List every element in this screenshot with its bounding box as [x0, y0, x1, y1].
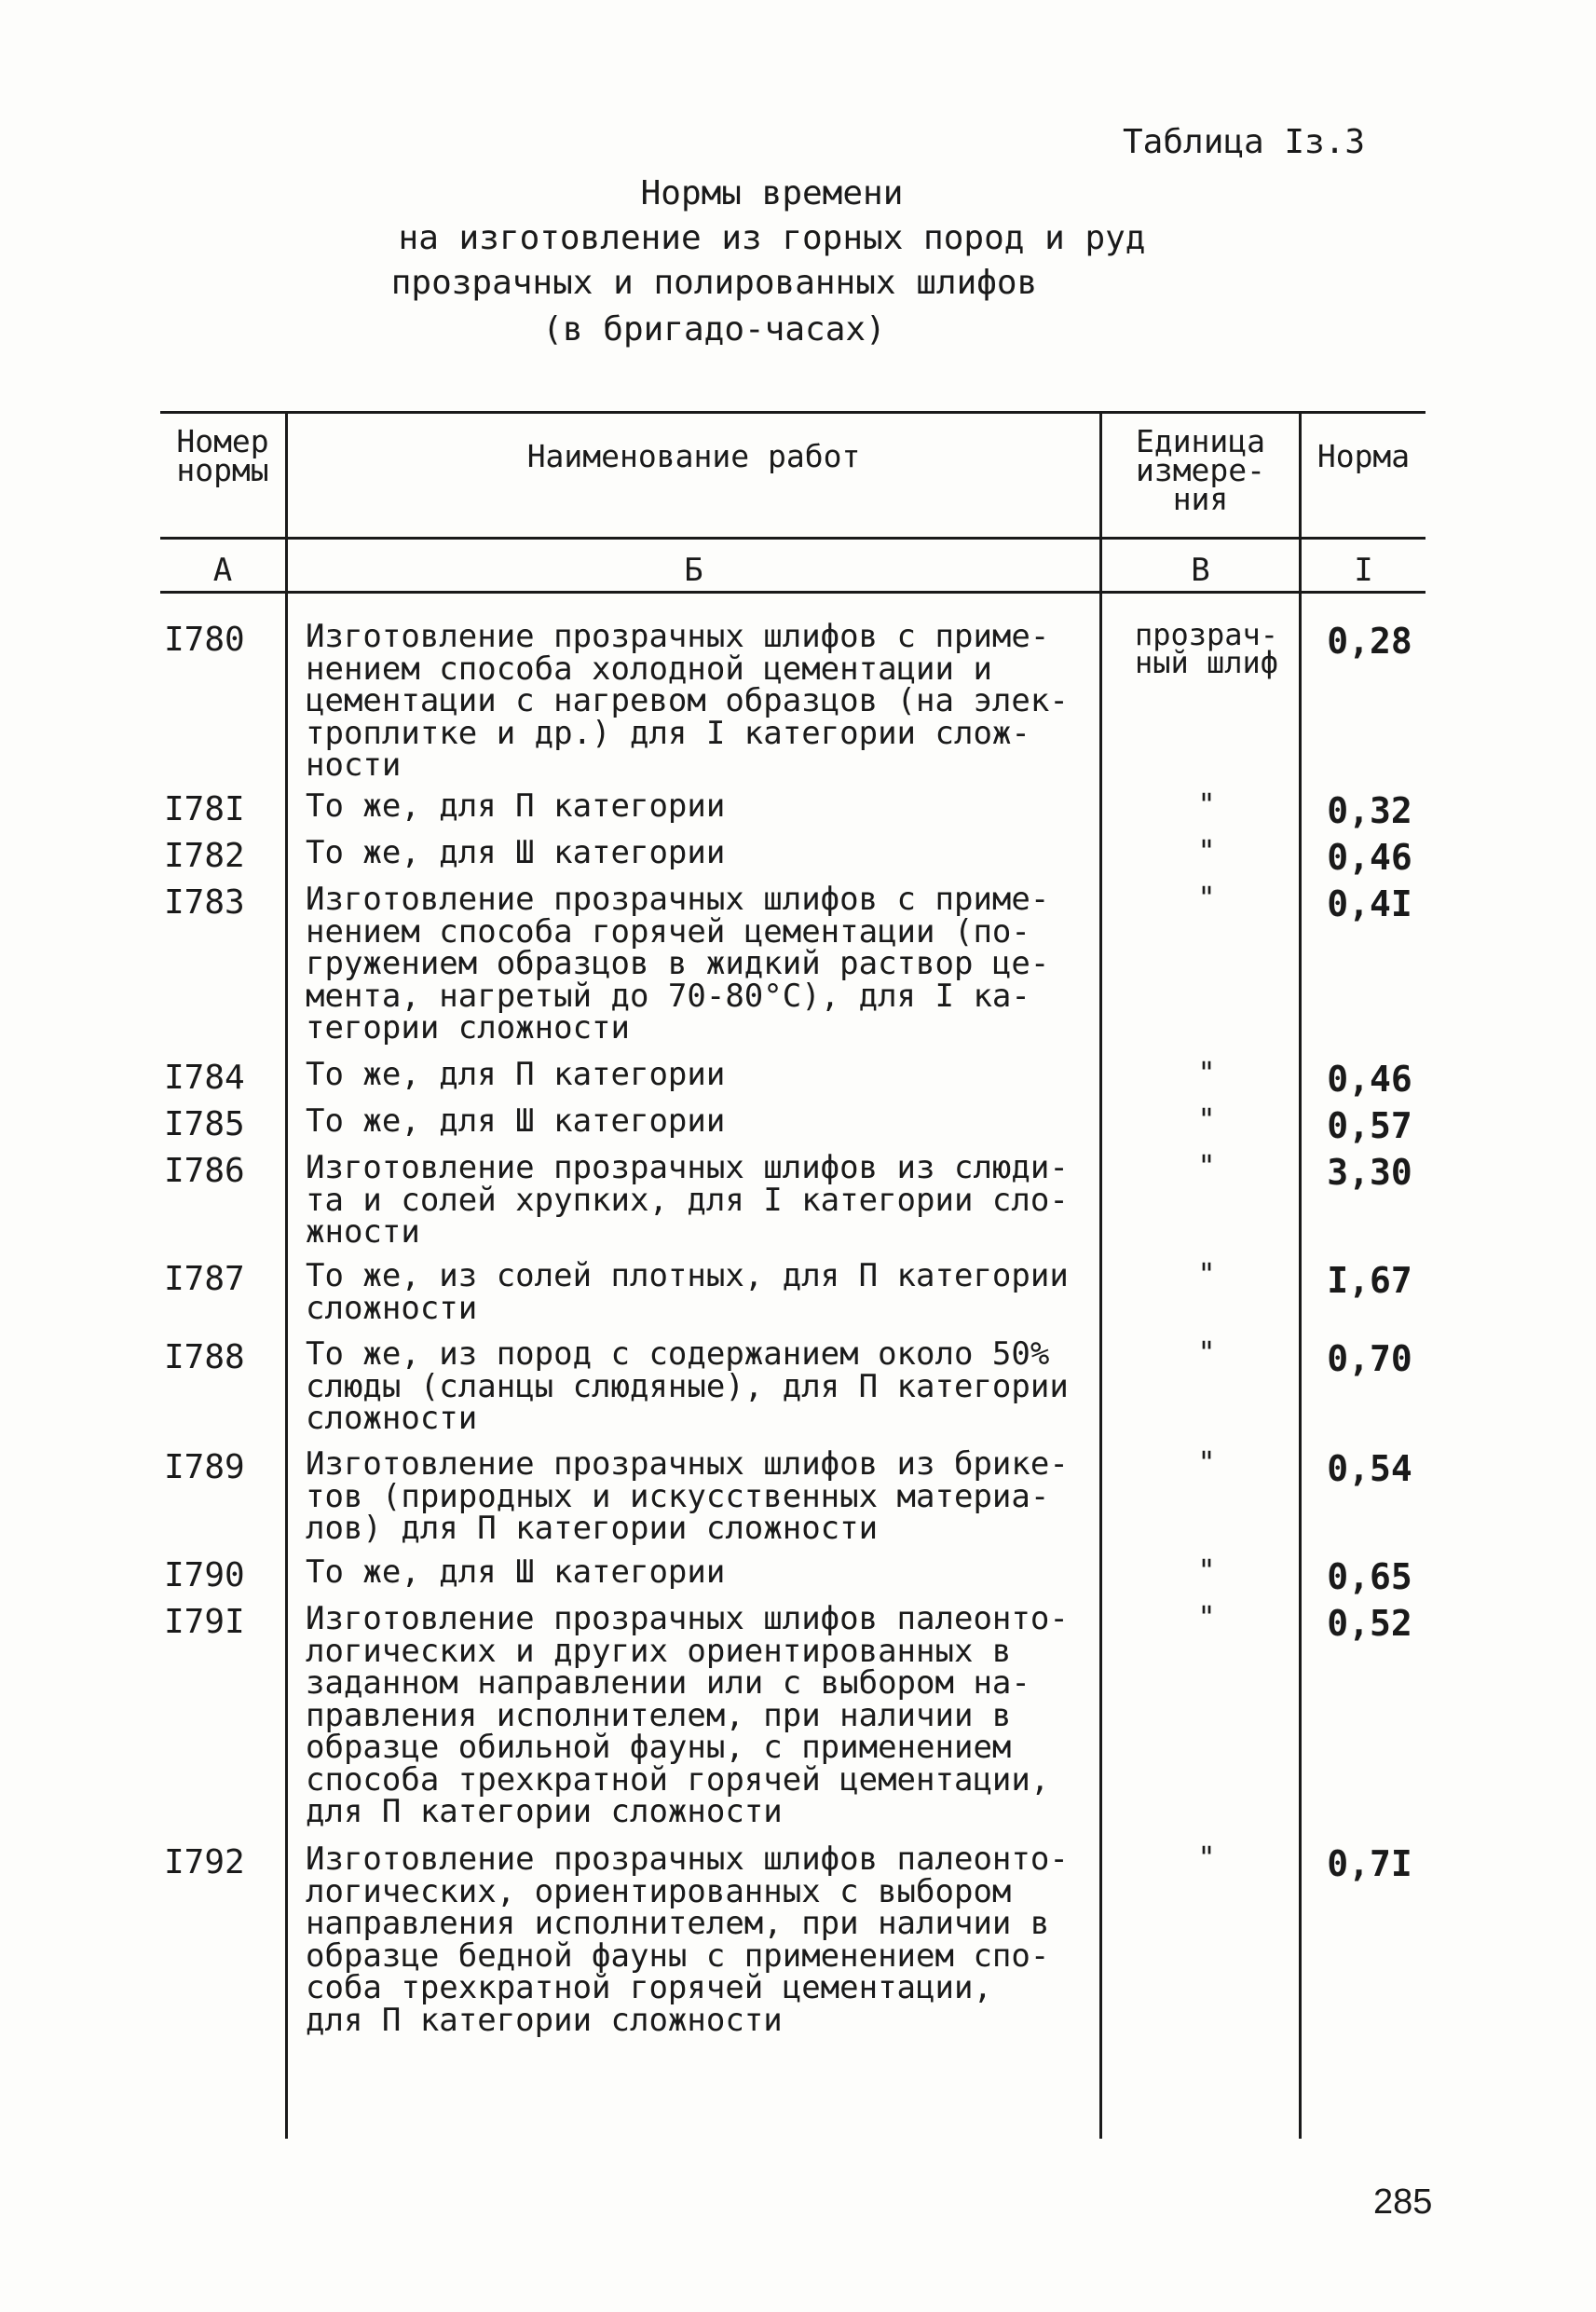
title-line-2: на изготовление из горных пород и руд	[398, 219, 1146, 257]
work-description: То же, для Ш категории	[306, 1553, 726, 1591]
norm-number: I792	[164, 1843, 245, 1881]
unit-of-measure: "	[1197, 1055, 1216, 1090]
work-description: Изготовление прозрачных шлифов с приме- нением способа горячей цементации (по- гружением образцов в жидкий раствор це- мента, нагретый до 70-80°С), для I ка- тегории сложности	[306, 881, 1050, 1047]
norm-number: I78I	[164, 790, 245, 828]
col-letter-d: I	[1354, 552, 1373, 589]
norm-number: I784	[164, 1059, 245, 1097]
norm-value: 0,65	[1327, 1556, 1412, 1597]
unit-of-measure: "	[1197, 880, 1216, 915]
work-description: То же, для Ш категории	[306, 834, 726, 871]
norm-number: I780	[164, 621, 245, 659]
norm-number: I79I	[164, 1603, 245, 1641]
unit-of-measure: "	[1197, 787, 1216, 822]
work-description: То же, для П категории	[306, 787, 726, 825]
unit-of-measure: "	[1197, 833, 1216, 869]
unit-of-measure: "	[1197, 1101, 1216, 1137]
unit-of-measure: "	[1197, 1444, 1216, 1480]
work-description: Изготовление прозрачных шлифов из слюди- та и солей хрупких, для I категории сло- жности	[306, 1149, 1069, 1251]
page-number: 285	[1373, 2182, 1433, 2222]
norm-value: 0,4I	[1327, 883, 1412, 924]
unit-of-measure: прозрач- ный шлиф	[1134, 617, 1279, 680]
unit-of-measure: "	[1197, 1840, 1216, 1875]
norm-value: 0,46	[1327, 837, 1412, 878]
work-description: Изготовление прозрачных шлифов палеонто- логических, ориентированных с выбором направления исполнителем, при наличии в образце бедной фауны с применением спо- соба трехкратной горячей цементации, для П категории сложности	[306, 1840, 1069, 2039]
work-description: То же, из солей плотных, для П категории сложности	[306, 1257, 1069, 1327]
title-line-4: (в бригадо-часах)	[542, 310, 886, 349]
work-description: Изготовление прозрачных шлифов из брике- тов (природных и искусственных материа- лов) для П категории сложности	[306, 1445, 1069, 1547]
title-line-1: Нормы времени	[640, 174, 904, 212]
norm-value: 0,52	[1327, 1603, 1412, 1644]
norm-number: I786	[164, 1152, 245, 1190]
header-number: Номер нормы	[176, 423, 269, 488]
header-norm: Норма	[1316, 438, 1411, 474]
work-description: То же, для Ш категории	[306, 1102, 726, 1140]
norm-value: 0,54	[1327, 1448, 1412, 1489]
norm-number: I789	[164, 1448, 245, 1486]
col-letter-c: В	[1191, 552, 1210, 589]
col-divider-1	[285, 411, 288, 2139]
norm-value: 0,70	[1327, 1338, 1412, 1379]
norm-number: I790	[164, 1556, 245, 1594]
unit-of-measure: "	[1197, 1553, 1216, 1588]
norm-number: I788	[164, 1338, 245, 1376]
work-description: Изготовление прозрачных шлифов палеонто- логических и других ориентированных в заданном направлении или с выбором на- правления исполнителем, при наличии в образце обильной фауны, с применением способа трехкратной горячей цементации, для П категории сложности	[306, 1600, 1069, 1830]
letters-bottom-rule	[160, 591, 1425, 594]
unit-of-measure: "	[1197, 1256, 1216, 1292]
norm-number: I783	[164, 883, 245, 922]
work-description: Изготовление прозрачных шлифов с приме- нением способа холодной цементации и цементации с нагревом образцов (на элек- троплитке и др.) для I категории слож- ности	[306, 618, 1069, 784]
title-line-3: прозрачных и полированных шлифов	[390, 264, 1038, 302]
col-letter-b: Б	[684, 552, 703, 589]
norm-value: 0,7I	[1327, 1843, 1412, 1884]
unit-of-measure: "	[1197, 1334, 1216, 1370]
table-label: Таблица Iз.3	[1123, 123, 1366, 161]
header-unit: Единица измере- ния	[1135, 423, 1266, 517]
table-top-rule	[160, 411, 1425, 414]
norm-value: 3,30	[1327, 1152, 1412, 1193]
norm-number: I785	[164, 1105, 245, 1143]
norm-number: I782	[164, 837, 245, 875]
unit-of-measure: "	[1197, 1599, 1216, 1635]
norm-value: 0,57	[1327, 1105, 1412, 1146]
norm-value: 0,32	[1327, 790, 1412, 831]
norm-value: 0,28	[1327, 621, 1412, 662]
unit-of-measure: "	[1197, 1148, 1216, 1183]
norm-number: I787	[164, 1260, 245, 1298]
norm-value: 0,46	[1327, 1059, 1412, 1100]
header-name: Наименование работ	[526, 438, 861, 474]
norm-value: I,67	[1327, 1260, 1412, 1301]
work-description: То же, из пород с содержанием около 50% слюды (сланцы слюдяные), для П категории сложности	[306, 1335, 1069, 1437]
col-letter-a: А	[212, 552, 233, 589]
work-description: То же, для П категории	[306, 1056, 726, 1093]
header-bottom-rule	[160, 537, 1425, 540]
